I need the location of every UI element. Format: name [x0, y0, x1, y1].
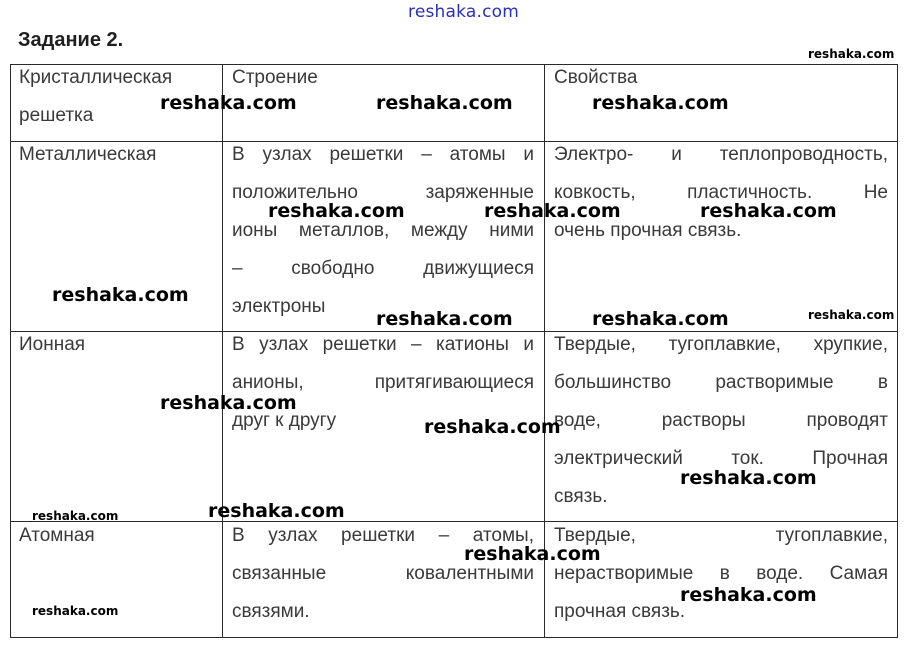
watermark: reshaka.com [592, 92, 729, 114]
cell-line: Строение [232, 67, 318, 88]
header-cell-structure [232, 59, 534, 97]
site-logo[interactable]: reshaka.com [408, 2, 519, 22]
cell-line: Твердые, тугоплавкие, хрупкие, [554, 334, 888, 355]
cell-line: электроны [232, 296, 326, 317]
watermark: reshaka.com [32, 604, 119, 618]
cell-line: очень прочная связь. [554, 220, 742, 241]
cell-line: Электро- и теплопроводность, [554, 144, 888, 165]
cell-line: Атомная [19, 525, 95, 546]
cell-line: большинство растворимые в [554, 372, 888, 393]
cell-line: связь. [554, 486, 608, 507]
cell-line: положительно заряженные [232, 182, 534, 203]
watermark: reshaka.com [52, 284, 189, 306]
table-row-metallic-type [19, 136, 215, 174]
table-row-atomic-properties [554, 517, 888, 631]
cell-line: воде, растворы проводят [554, 410, 888, 431]
table-row-atomic-structure [232, 517, 534, 631]
cell-line: Кристаллическая [19, 67, 173, 88]
cell-line: – свободно движущиеся [232, 258, 534, 279]
cell-line: ковкость, пластичность. Не [554, 182, 888, 203]
watermark: reshaka.com [808, 47, 895, 61]
table-row-metallic-properties [554, 136, 888, 250]
cell-line: прочная связь. [554, 601, 686, 622]
watermark: reshaka.com [808, 308, 895, 322]
cell-line: решетка [19, 105, 94, 126]
watermark: reshaka.com [680, 467, 817, 489]
cell-line: ионы металлов, между ними [232, 220, 534, 241]
table-row-ionic-type [19, 326, 215, 364]
header-cell-lattice [19, 59, 215, 135]
watermark: reshaka.com [208, 500, 345, 522]
watermark: reshaka.com [424, 416, 561, 438]
cell-line: В узлах решетки – атомы, [232, 525, 534, 546]
cell-line: Ионная [19, 334, 86, 355]
cell-line: Металлическая [19, 144, 157, 165]
table-row-ionic-properties [554, 326, 888, 516]
watermark: reshaka.com [592, 308, 729, 330]
table-row-atomic-type [19, 517, 215, 555]
task-title: Задание 2. [18, 29, 124, 51]
cell-line: связями. [232, 601, 310, 622]
header-cell-properties [554, 59, 888, 97]
cell-line: Твердые, тугоплавкие, [554, 525, 888, 546]
cell-line: связанные ковалентными [232, 563, 534, 584]
cell-line: нерастворимые в воде. Самая [554, 563, 888, 584]
watermark: reshaka.com [160, 92, 297, 114]
watermark: reshaka.com [376, 308, 513, 330]
cell-line: В узлах решетки – катионы и [232, 334, 534, 355]
cell-line: Свойства [554, 67, 638, 88]
table-row-metallic-structure [232, 136, 534, 326]
cell-line: электрический ток. Прочная [554, 448, 888, 469]
table-border-right [897, 64, 898, 638]
cell-line: В узлах решетки – атомы и [232, 144, 534, 165]
table-column-divider [222, 64, 223, 638]
watermark: reshaka.com [376, 92, 513, 114]
table-row-ionic-structure [232, 326, 534, 440]
cell-line: анионы, притягивающиеся [232, 372, 534, 393]
table-border-bottom [10, 637, 898, 638]
cell-line: друг к другу [232, 410, 337, 431]
watermark: reshaka.com [700, 200, 837, 222]
table-border-left [10, 64, 11, 638]
watermark: reshaka.com [680, 584, 817, 606]
watermark: reshaka.com [160, 392, 297, 414]
watermark: reshaka.com [32, 509, 119, 523]
watermark: reshaka.com [268, 200, 405, 222]
watermark: reshaka.com [464, 543, 601, 565]
watermark: reshaka.com [484, 200, 621, 222]
table-column-divider [544, 64, 545, 638]
